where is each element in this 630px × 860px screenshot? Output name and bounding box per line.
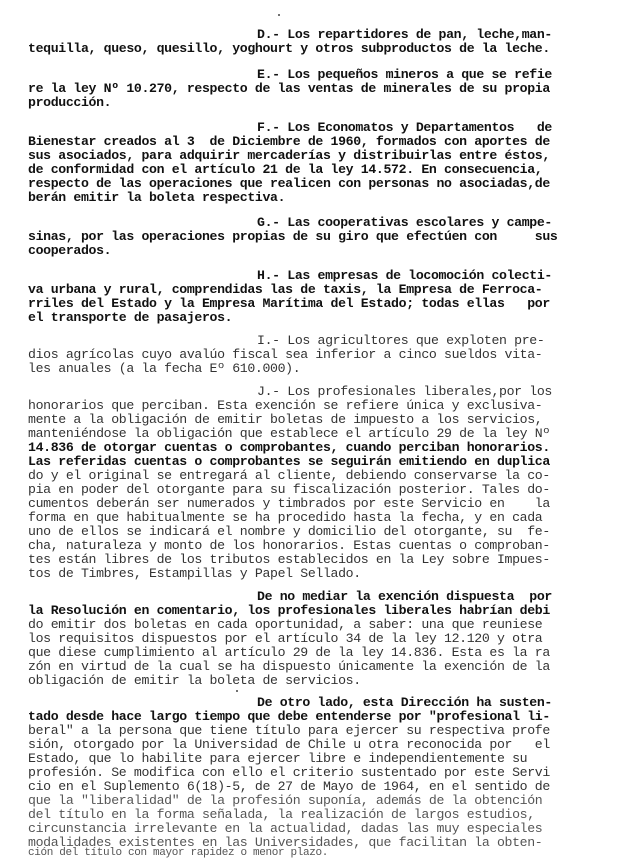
item-j-line-7: do y el original se entregará al cliente, debiendo conservarse la co- (28, 468, 550, 483)
item-j-line-5: 14.836 de otorgar cuentas o comprobantes, cuando perciban honorarios. (28, 440, 550, 455)
para-1-line-3: do emitir dos boletas en cada oportunidad, a saber: una que reuniese (28, 617, 543, 632)
para-2-line-9: del título en la forma señalada, la realización de largos estudios, (28, 807, 535, 822)
item-j-line-8: pia en poder del otorgante para su fiscalización posterior. Tales do- (28, 482, 550, 497)
item-f-line-3: sus asociados, para adquirir mercaderías y distribuirlas entre éstos, (28, 148, 550, 163)
para-1-line-4: los requisitos dispuestos por el artículo 34 de la ley 12.120 y otra (28, 631, 543, 646)
para-2-line-6: profesión. Se modifica con ello el criterio sustentado por este Servi (28, 765, 550, 780)
item-e-line-3: producción. (28, 95, 112, 110)
item-f-line-1: F.- Los Economatos y Departamentos de (257, 120, 552, 135)
item-j-line-11: uno de ellos se indicará el nombre y domicilio del otorgante, su fe- (28, 524, 550, 539)
item-g-line-2: sinas, por las operaciones propias de su giro que efectúen con sus (28, 229, 558, 244)
item-e-line-2: re la ley Nº 10.270, respecto de las ventas de minerales de su propia (28, 81, 550, 96)
item-h-line-2: va urbana y rural, comprendidas las de taxis, la Empresa de Ferroca- (28, 282, 543, 297)
para-2-line-4: sión, otorgado por la Universidad de Chile u otra reconocida por el (28, 737, 550, 752)
item-f-line-4: de conformidad con el artículo 21 de la ley 14.572. En consecuencia, (28, 162, 543, 177)
item-j-line-12: cha, naturaleza y monto de los honorarios. Estas cuentas o comproban- (28, 538, 550, 553)
item-j-line-2: honorarios que perciban. Esta exención se refiere única y exclusiva- (28, 398, 543, 413)
para-1-line-5: que diese cumplimiento al artículo 29 de la ley 14.836. Esta es la ra (28, 645, 550, 660)
item-h-line-3: rriles del Estado y la Empresa Marítima del Estado; todas ellas por (28, 296, 550, 311)
item-f-line-2: Bienestar creados al 3 de Diciembre de 1960, formados con aportes de (28, 134, 550, 149)
para-2-line-11: modalidades existentes en las Universidades, que facilitan la obten- (28, 835, 543, 850)
para-2-line-1: De otro lado, esta Dirección ha susten- (257, 695, 552, 710)
item-j-line-9: cumentos deberán ser numerados y timbrados por este Servicio en la (28, 496, 550, 511)
speck (278, 14, 280, 16)
item-f-line-5: respecto de las operaciones que realicen con personas no asociadas,de (28, 176, 550, 191)
para-2-line-3: beral" a la persona que tiene título para ejercer su respectiva profe (28, 723, 550, 738)
para-2-line-2: tado desde hace largo tiempo que debe entenderse por "profesional li- (28, 709, 550, 724)
item-j-line-3: mente a la obligación de emitir boletas de impuesto a los servicios, (28, 412, 543, 427)
para-2-line-7: cio en el Suplemento 6(18)-5, de 27 de Mayo de 1964, en el sentido de (28, 779, 550, 794)
item-g-line-1: G.- Las cooperativas escolares y campe- (257, 215, 552, 230)
speck (236, 690, 238, 692)
item-h-line-1: H.- Las empresas de locomoción colecti- (257, 268, 552, 283)
item-f-line-6: berán emitir la boleta respectiva. (28, 190, 286, 205)
item-e-line-1: E.- Los pequeños mineros a que se refie (257, 67, 552, 82)
para-1-line-7: obligación de emitir la boleta de servicios. (28, 673, 361, 688)
item-h-line-4: el transporte de pasajeros. (28, 310, 233, 325)
para-1-line-6: zón en virtud de la cual se ha dispuesto únicamente la exención de la (28, 659, 550, 674)
para-2-line-12: ción del título con mayor rapidez o menor plazo. (28, 847, 329, 859)
item-i-line-1: I.- Los agricultores que exploten pre- (257, 333, 545, 348)
para-1-line-1: De no mediar la exención dispuesta por (257, 589, 552, 604)
item-j-line-1: J.- Los profesionales liberales,por los (257, 384, 552, 399)
para-2-line-10: circunstancia irrelevante en la actualidad, dadas las muy especiales (28, 821, 543, 836)
para-2-line-5: Estado, que lo habilite para ejercer libre e independientemente su (28, 751, 528, 766)
item-d-line-1: D.- Los repartidores de pan, leche,man- (257, 27, 552, 42)
item-i-line-2: dios agrícolas cuyo avalúo fiscal sea inferior a cinco sueldos vita- (28, 347, 543, 362)
item-d-line-2: tequilla, queso, quesillo, yoghourt y otros subproductos de la leche. (28, 41, 550, 56)
item-j-line-14: tos de Timbres, Estampillas y Papel Sellado. (28, 566, 361, 581)
item-j-line-4: manteniéndose la obligación que establece el artículo 29 de la ley Nº (28, 426, 550, 441)
item-i-line-3: les anuales (a la fecha Eº 610.000). (28, 361, 301, 376)
para-2-line-8: que la "liberalidad" de la profesión suponía, además de la obtención (28, 793, 543, 808)
item-j-line-6: Las referidas cuentas o comprobantes se seguirán emitiendo en duplica (28, 454, 550, 469)
para-1-line-2: la Resolución en comentario, los profesionales liberales habrían debi (28, 603, 550, 618)
item-g-line-3: cooperados. (28, 243, 112, 258)
item-j-line-13: tes están libres de los tributos establecidos en la Ley sobre Impues- (28, 552, 550, 567)
item-j-line-10: forma en que habitualmente se ha procedido hasta la fecha, y en cada (28, 510, 543, 525)
